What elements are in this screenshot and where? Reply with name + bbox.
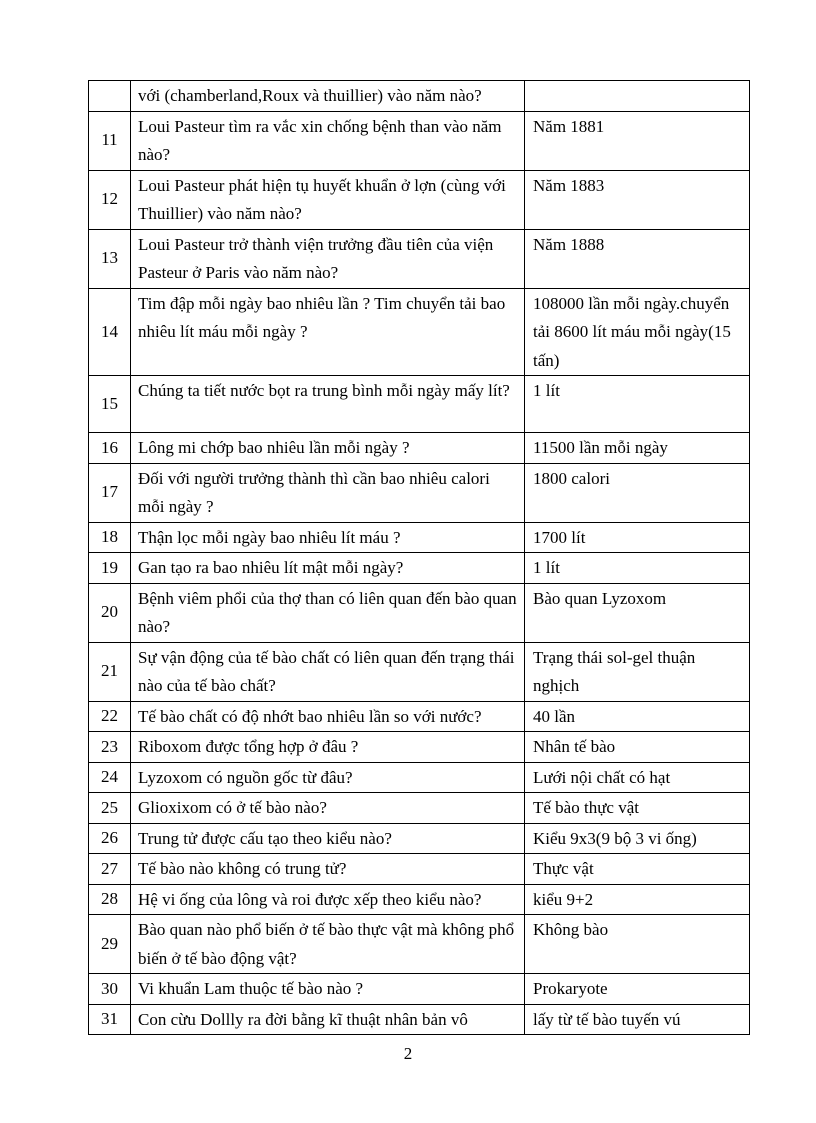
table-row [89,701,750,732]
table-row [89,732,750,763]
answer-cell: Bào quan Lyzoxom [525,583,750,642]
row-number: 13 [89,229,131,288]
question-cell: Gan tạo ra bao nhiêu lít mật mỗi ngày? [131,553,525,584]
answer-cell: lấy từ tế bào tuyến vú [525,1004,750,1035]
row-number [89,81,131,112]
question-cell: Chúng ta tiết nước bọt ra trung bình mỗi ngày mấy lít? [131,376,525,433]
answer-cell: Năm 1888 [525,229,750,288]
row-number: 22 [89,701,131,732]
table-row [89,376,750,433]
table-row [89,111,750,170]
row-number: 24 [89,762,131,793]
table-row [89,793,750,824]
table-row [89,170,750,229]
table-row [89,229,750,288]
question-cell: Glioxixom có ở tế bào nào? [131,793,525,824]
row-number: 31 [89,1004,131,1035]
row-number: 11 [89,111,131,170]
page-number: 2 [403,1044,413,1063]
table-row [89,1004,750,1035]
row-number: 29 [89,915,131,974]
table-row [89,288,750,376]
answer-cell: 11500 lần mỗi ngày [525,433,750,464]
question-cell: Trung tử được cấu tạo theo kiểu nào? [131,823,525,854]
answer-cell [525,81,750,112]
row-number: 30 [89,974,131,1005]
question-cell: Loui Pasteur phát hiện tụ huyết khuẩn ở lợn (cùng với Thuillier) vào năm nào? [131,170,525,229]
answer-cell: 40 lần [525,701,750,732]
row-number: 26 [89,823,131,854]
question-cell: Đối với người trưởng thành thì cần bao nhiêu calori mỗi ngày ? [131,463,525,522]
question-cell: Lông mi chớp bao nhiêu lần mỗi ngày ? [131,433,525,464]
table-row [89,974,750,1005]
question-cell: Tim đập mỗi ngày bao nhiêu lần ? Tim chuyển tải bao nhiêu lít máu mỗi ngày ? [131,288,525,376]
question-cell: Sự vận động của tế bào chất có liên quan đến trạng thái nào của tế bào chất? [131,642,525,701]
answer-cell: Nhân tế bào [525,732,750,763]
row-number: 19 [89,553,131,584]
answer-cell: 1800 calori [525,463,750,522]
question-cell: Tế bào chất có độ nhớt bao nhiêu lần so với nước? [131,701,525,732]
answer-cell: Năm 1883 [525,170,750,229]
row-number: 20 [89,583,131,642]
answer-cell: Tế bào thực vật [525,793,750,824]
question-cell: Riboxom được tổng hợp ở đâu ? [131,732,525,763]
question-cell: Loui Pasteur tìm ra vắc xin chống bệnh than vào năm nào? [131,111,525,170]
table-row [89,823,750,854]
table-row [89,762,750,793]
row-number: 25 [89,793,131,824]
row-number: 27 [89,854,131,885]
table-row [89,583,750,642]
table-row [89,463,750,522]
answer-cell: Kiểu 9x3(9 bộ 3 vi ống) [525,823,750,854]
table-row [89,553,750,584]
table-row [89,642,750,701]
row-number: 21 [89,642,131,701]
question-cell: Bào quan nào phổ biến ở tế bào thực vật mà không phổ biến ở tế bào động vật? [131,915,525,974]
answer-cell: 108000 lần mỗi ngày.chuyển tải 8600 lít máu mỗi ngày(15 tấn) [525,288,750,376]
table-row [89,81,750,112]
answer-cell: Lưới nội chất có hạt [525,762,750,793]
row-number: 18 [89,522,131,553]
answer-cell: 1 lít [525,553,750,584]
question-cell: Hệ vi ống của lông và roi được xếp theo kiểu nào? [131,884,525,915]
row-number: 17 [89,463,131,522]
question-cell: Lyzoxom có nguồn gốc từ đâu? [131,762,525,793]
question-cell: Loui Pasteur trở thành viện trưởng đầu tiên của viện Pasteur ở Paris vào năm nào? [131,229,525,288]
answer-cell: Năm 1881 [525,111,750,170]
question-cell: Thận lọc mỗi ngày bao nhiêu lít máu ? [131,522,525,553]
row-number: 15 [89,376,131,433]
row-number: 16 [89,433,131,464]
table-row [89,433,750,464]
answer-cell: kiểu 9+2 [525,884,750,915]
table-row [89,884,750,915]
row-number: 14 [89,288,131,376]
answer-cell: Thực vật [525,854,750,885]
qa-table [88,80,750,1035]
row-number: 28 [89,884,131,915]
table-row [89,854,750,885]
row-number: 12 [89,170,131,229]
row-number: 23 [89,732,131,763]
question-cell: Bệnh viêm phổi của thợ than có liên quan đến bào quan nào? [131,583,525,642]
table-row [89,915,750,974]
answer-cell: Không bào [525,915,750,974]
answer-cell: Trạng thái sol-gel thuận nghịch [525,642,750,701]
question-cell: với (chamberland,Roux và thuillier) vào năm nào? [131,81,525,112]
question-cell: Tế bào nào không có trung tử? [131,854,525,885]
table-row [89,522,750,553]
question-cell: Con cừu Dollly ra đời bằng kĩ thuật nhân bản vô [131,1004,525,1035]
answer-cell: Prokaryote [525,974,750,1005]
answer-cell: 1 lít [525,376,750,433]
answer-cell: 1700 lít [525,522,750,553]
qa-table-body [89,81,750,1035]
question-cell: Vi khuẩn Lam thuộc tế bào nào ? [131,974,525,1005]
